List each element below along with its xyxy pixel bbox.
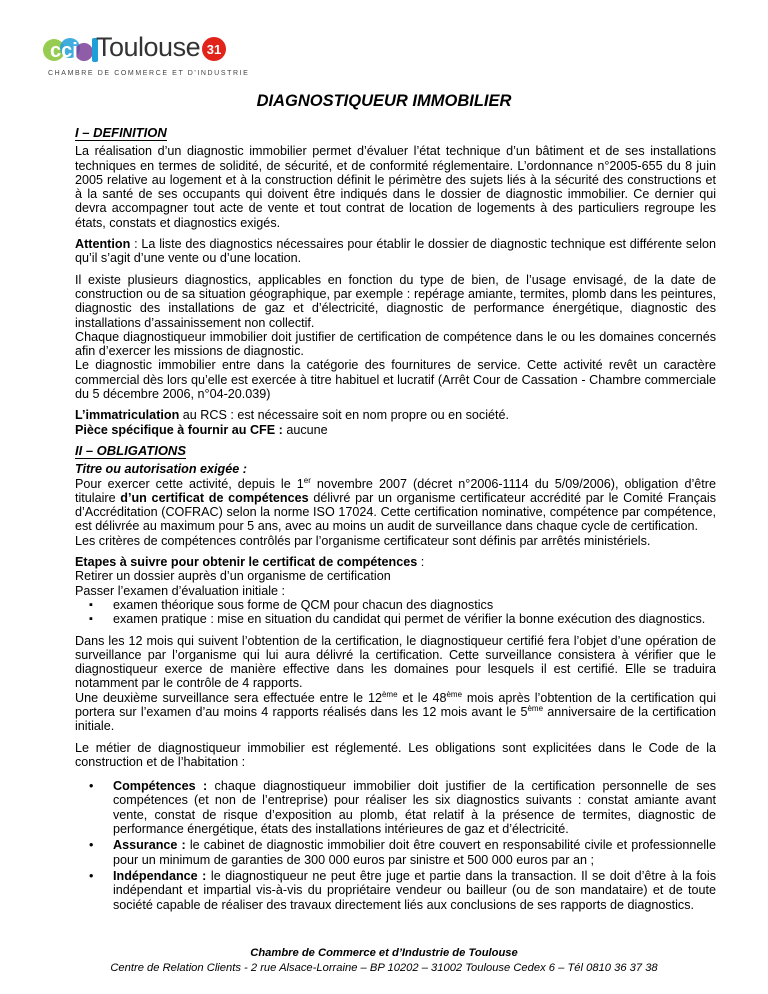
attention-paragraph (75, 237, 716, 266)
obligations-list (75, 779, 716, 912)
certification-paragraph: Chaque diagnostiqueur immobilier doit justifier de certification de compétence dans le ou les domaines concernés afin d’exercer les missions de diagnostic. (75, 329, 716, 359)
service-paragraph: Le diagnostic immobilier entre dans la catégorie des fournitures de service. Cette activité revêt un caractère commercial dès lors qu’elle est exercée à titre habituel et lucratif (Arrêt Cour de Cassation - Chambre commerciale du 5 décembre 2006, n°04-20.039) (75, 358, 716, 402)
etapes-line-2: Passer l’examen d’évaluation initiale : (75, 583, 286, 598)
immatriculation-text: au RCS : est nécessaire soit en nom propre ou en société. (179, 408, 509, 423)
exam-list (75, 598, 716, 627)
definition-paragraph: La réalisation d’un diagnostic immobilier permet d’évaluer l’état technique d’un bâtiment et de ses installations techniques en termes de solidité, de sécurité, et de conformité réglementaire. L’ordonnance n°2005-655 du 8 juin 2005 relative au logement et à la construction définit le périmètre des sujets liés à la sécurité des constructions et à la santé de ses occupants qui doivent être indiqués dans le dossier de diagnostic immobilier. Ce dernier qui devra accompagner tout acte de vente et tout contrat de location de logements à des particuliers regroupe les états, constats et diagnostics exigés. (75, 144, 716, 230)
etapes-line-1: Retirer un dossier auprès d’un organisme de certification (75, 569, 391, 584)
logo-cci-text: cci (50, 40, 78, 62)
logo-31-badge-icon (201, 36, 227, 62)
logo-badge-text: 31 (206, 42, 222, 57)
footer-address: Centre de Relation Clients - 2 rue Alsace-Lorraine – BP 10202 – 31002 Toulouse Cedex 6 – Tél 0810 36 37 38 (110, 962, 658, 974)
piece-cfe-text: aucune (282, 422, 328, 437)
immatriculation-paragraph (75, 408, 716, 422)
attention-label: Attention (75, 237, 131, 252)
surveillance-paragraph-2: Une deuxième surveillance sera effectuée entre le 12ème et le 48ème mois après l’obtention de la certification qui portera sur l’examen d’au moins 4 rapports réalisés dans les 12 mois avant le 5ème anniversaire de la certification initiale. (75, 689, 717, 734)
cci-toulouse-logo (36, 24, 250, 86)
etapes-heading: Etapes à suivre pour obtenir le certificat de compétences : (75, 555, 425, 570)
piece-cfe-paragraph (75, 423, 716, 437)
section-obligations-heading: II – OBLIGATIONS (75, 442, 186, 458)
diagnostics-paragraph: Il existe plusieurs diagnostics, applicables en fonction du type de bien, de l’usage envisagé, de la date de construction ou de sa situation géographique, par exemple : repérage amiante, termites, plomb dans les peintures, diagnostic des installations de gaz et d’électricité, diagnostic de performance énergétique, diagnostic des installations d’assainissement non collectif. (75, 272, 716, 330)
section-definition-heading: I – DEFINITION (75, 125, 167, 140)
page-title: DIAGNOSTIQUEUR IMMOBILIER (256, 92, 512, 110)
titre-subheading: Titre ou autorisation exigée : (75, 462, 247, 477)
list-item: • Indépendance : le diagnostiqueur ne peut être juge et partie dans la transaction. Il se doit d’être à la fois indépendant et impartial vis-à-vis du propriétaire vendeur ou bailleur (ou de son mandataire) et de toute société capable de réaliser des travaux directement liés aux conclusions de ses rapports de diagnostics. (113, 869, 716, 912)
metier-paragraph: Le métier de diagnostiqueur immobilier est réglementé. Les obligations sont explicitées dans le Code de la construction et de l’habitation : (75, 740, 716, 769)
document-body (75, 126, 716, 914)
surveillance-paragraph-1: Dans les 12 mois qui suivent l’obtention de la certification, le diagnostiqueur certifié fera l’objet d’une opération de surveillance par l’organisme qui lui aura délivré la certification. Cette surveillance consistera à vérifier que le diagnostiqueur exerce de manière effective dans les domaines pour lesquels il est certifié. Elle se traduira notamment par le contrôle de 4 rapports. (75, 633, 716, 691)
attention-text: : La liste des diagnostics nécessaires pour établir le dossier de diagnostic technique est différente selon qu’il s’agit d’une vente ou d’une location. (75, 237, 716, 266)
footer-organization: Chambre de Commerce et d’Industrie de Toulouse (250, 947, 518, 959)
list-item: • Compétences : chaque diagnostiqueur immobilier doit justifier de la certification personnelle de ses compétences (et non de l’entreprise) pour réaliser les six diagnostics suivants : constat amiante avant vente, constat de risque d’exposition au plomb, état relatif à la présence de termites, diagnostic de performance énergétique, états des installations intérieures de gaz et d’électricité. (113, 779, 716, 836)
page-footer (0, 946, 768, 976)
criteres-paragraph: Les critères de compétences contrôlés par l’organisme certificateur sont définis par arrêtés ministériels. (75, 533, 651, 548)
logo-subtitle: CHAMBRE DE COMMERCE ET D'INDUSTRIE (48, 70, 250, 77)
list-item: ▪ examen théorique sous forme de QCM pour chacun des diagnostics (113, 598, 716, 612)
immatriculation-label: L’immatriculation (75, 408, 180, 423)
piece-cfe-label: Pièce spécifique à fournir au CFE : (75, 422, 283, 437)
list-item: ▪ examen pratique : mise en situation du candidat qui permet de vérifier la bonne exécution des diagnostics. (113, 612, 716, 626)
list-item: • Assurance : le cabinet de diagnostic immobilier doit être couvert en responsabilité civile et professionnelle pour un minimum de garanties de 300 000 euros par sinistre et 500 000 euros par an ; (113, 838, 716, 867)
titre-paragraph: Pour exercer cette activité, depuis le 1er novembre 2007 (décret n°2006-1114 du 5/09/2006), obligation d’être titulaire d’un certificat de compétences délivré par un organisme certificateur accrédité par le Comité Français d’Accréditation (COFRAC) selon la norme ISO 17024. Cette certification nominative, compétence par compétence, est délivrée au maximum pour 5 ans, avec au moins un audit de surveillance dans chaque cycle de certification. (75, 475, 716, 534)
logo-brand-text: Toulouse (96, 32, 201, 62)
